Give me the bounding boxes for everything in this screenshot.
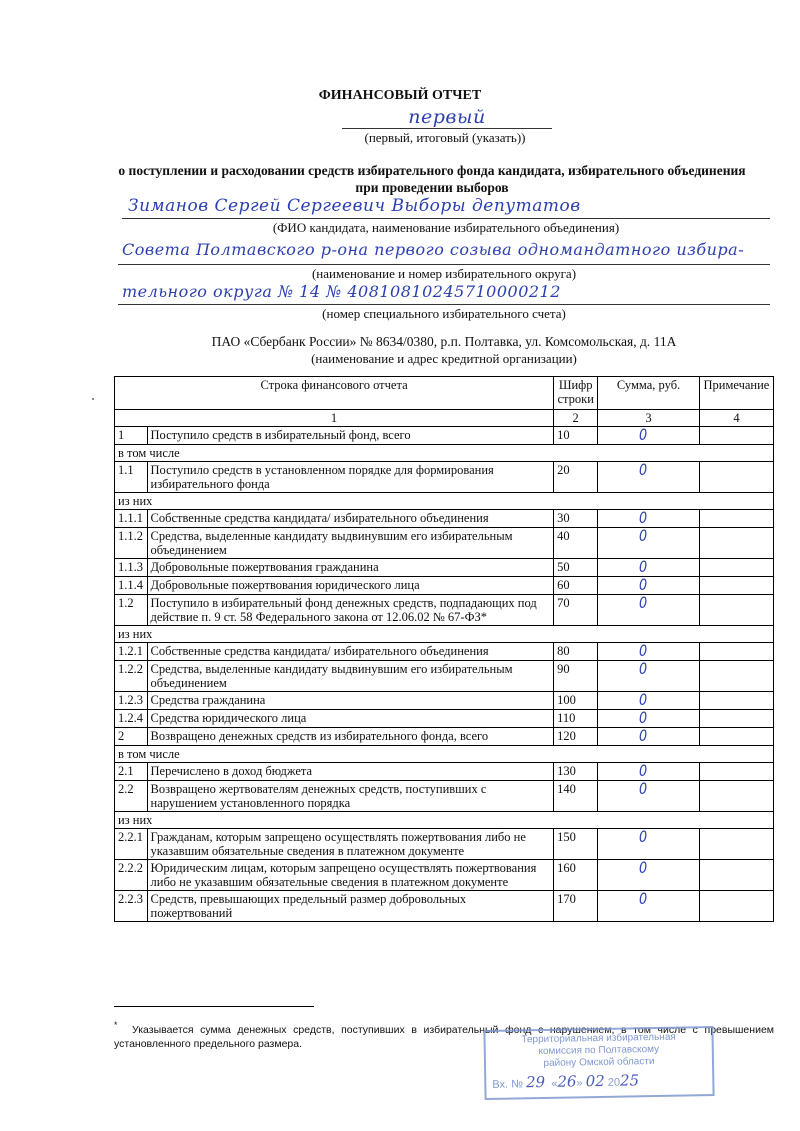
row-text: Возвращено жертвователям денежных средств, поступивших с нарушением установленного порядка [147,781,554,812]
row-note [699,710,773,728]
table-row [115,661,774,692]
row-sum: 0 [639,508,648,527]
row-code: 140 [554,781,598,812]
col-header-code: Шифр строки [554,377,598,410]
account-value: тельного округа № 14 № 40810810245710000212 [122,282,561,301]
footnote-mark: * [114,1020,118,1030]
candidate-field [122,196,770,219]
table-row [115,781,774,812]
col-number: 1 [115,410,554,427]
table-row [115,860,774,891]
row-sum-cell [598,891,700,922]
row-number: 2.2.2 [115,860,148,891]
table-section-row [115,626,774,643]
row-text: Добровольные пожертвования юридического лица [147,577,554,595]
row-code: 50 [554,559,598,577]
row-sum: 0 [639,641,648,660]
stamp-reg-prefix: Вх. № [492,1078,524,1091]
row-note [699,577,773,595]
row-sum-cell [598,763,700,781]
row-number: 1.1.4 [115,577,148,595]
table-row [115,728,774,746]
row-code: 10 [554,427,598,445]
row-sum: 0 [639,425,648,444]
section-label: из них [115,493,774,510]
row-text: Поступило средств в избирательный фонд, всего [147,427,554,445]
row-code: 60 [554,577,598,595]
row-sum-cell [598,528,700,559]
row-note [699,528,773,559]
table-row [115,595,774,626]
row-sum: 0 [639,708,648,727]
row-code: 160 [554,860,598,891]
row-note [699,427,773,445]
row-sum: 0 [639,593,648,612]
row-sum-cell [598,595,700,626]
row-code: 40 [554,528,598,559]
report-subject [112,162,752,196]
row-note [699,891,773,922]
row-number: 1.2.2 [115,661,148,692]
stamp-reg-month: 02 [585,1071,605,1091]
row-number: 1.1 [115,462,148,493]
row-text: Юридическим лицам, которым запрещено осуществлять пожертвования либо не указавшим обязательные сведения в платежном документе [147,860,554,891]
table-row [115,427,774,445]
candidate-value: Зиманов Сергей Сергеевич Выборы депутатов [128,196,581,216]
row-text: Собственные средства кандидата/ избирательного объединения [147,643,554,661]
row-number: 2.2.1 [115,829,148,860]
row-code: 170 [554,891,598,922]
row-code: 80 [554,643,598,661]
row-number: 1.1.2 [115,528,148,559]
district-field [118,240,770,265]
row-sum-cell [598,661,700,692]
row-number: 1.2.3 [115,692,148,710]
bank-value: ПАО «Сбербанк России» № 8634/0380, р.п. Полтавка, ул. Комсомольская, д. 11А [211,334,677,349]
row-note [699,692,773,710]
section-label: в том числе [115,445,774,462]
row-sum: 0 [639,690,648,709]
table-column-numbers-row [115,410,774,427]
row-note [699,763,773,781]
stamp-line: району Омской области [543,1056,655,1069]
stamp-line: Территориальная избирательная [521,1031,676,1046]
row-sum-cell [598,427,700,445]
section-label: из них [115,812,774,829]
row-note [699,829,773,860]
row-note [699,462,773,493]
row-sum: 0 [639,726,648,745]
table-row [115,891,774,922]
table-row [115,462,774,493]
row-code: 110 [554,710,598,728]
row-text: Перечислено в доход бюджета [147,763,554,781]
table-row [115,692,774,710]
report-subject-line1: о поступлении и расходовании средств избирательного фонда кандидата, избирательного объединения [118,163,746,178]
row-sum: 0 [639,827,648,846]
row-text: Средства юридического лица [147,710,554,728]
row-sum-cell [598,781,700,812]
report-kind-value: первый [408,106,486,128]
row-sum-cell [598,860,700,891]
row-code: 130 [554,763,598,781]
row-text: Добровольные пожертвования гражданина [147,559,554,577]
row-text: Возвращено денежных средств из избирательного фонда, всего [147,728,554,746]
table-header-row [115,377,774,410]
report-kind-field [342,106,552,128]
candidate-caption: (ФИО кандидата, наименование избирательного объединения) [272,220,620,235]
row-text: Средства, выделенные кандидату выдвинувшим его избирательным объединением [147,661,554,692]
row-sum: 0 [639,779,648,798]
table-section-row [115,812,774,829]
row-sum: 0 [639,858,648,877]
row-code: 120 [554,728,598,746]
table-row [115,577,774,595]
row-number: 1.2.1 [115,643,148,661]
col-header-note: Примечание [699,377,773,410]
row-code: 30 [554,510,598,528]
row-number: 1 [115,427,148,445]
row-sum-cell [598,829,700,860]
row-code: 100 [554,692,598,710]
account-caption: (номер специального избирательного счета) [322,306,566,321]
stamp-registration: Вх. № 29 «26» 02 2025 [492,1071,640,1092]
row-text: Собственные средства кандидата/ избирательного объединения [147,510,554,528]
row-sum-cell [598,728,700,746]
report-subject-line2: при проведении выборов [355,180,509,195]
row-sum-cell [598,710,700,728]
row-number: 2 [115,728,148,746]
table-row [115,710,774,728]
row-sum-cell [598,462,700,493]
section-label: в том числе [115,746,774,763]
report-kind-caption: (первый, итоговый (указать)) [364,130,526,145]
table-section-row [115,746,774,763]
row-text: Поступило средств в установленном порядке для формирования избирательного фонда [147,462,554,493]
table-row [115,528,774,559]
section-label: из них [115,626,774,643]
row-number: 2.2.3 [115,891,148,922]
row-note [699,643,773,661]
row-sum: 0 [639,659,648,678]
table-section-row [115,445,774,462]
row-note [699,559,773,577]
bank-caption: (наименование и адрес кредитной организации) [311,351,577,366]
row-sum-cell [598,559,700,577]
table-row [115,829,774,860]
table-row [115,763,774,781]
row-number: 1.1.3 [115,559,148,577]
row-sum: 0 [639,460,648,479]
row-text: Средства, выделенные кандидату выдвинувшим его избирательным объединением [147,528,554,559]
row-text: Средства гражданина [147,692,554,710]
table-section-row [115,493,774,510]
footnote-divider [114,1006,314,1007]
row-note [699,510,773,528]
row-number: 1.2 [115,595,148,626]
row-number: 1.1.1 [115,510,148,528]
row-text: Поступило в избирательный фонд денежных средств, подпадающих под действие п. 9 ст. 58 Федерального закона от 12.06.02 № 67-ФЗ* [147,595,554,626]
row-sum: 0 [639,557,648,576]
row-note [699,860,773,891]
row-sum: 0 [639,761,648,780]
row-code: 150 [554,829,598,860]
row-code: 20 [554,462,598,493]
row-sum-cell [598,643,700,661]
table-row [115,643,774,661]
row-sum-cell [598,692,700,710]
row-code: 90 [554,661,598,692]
col-number: 4 [699,410,773,427]
stamp-reg-number: 29 [525,1072,546,1092]
district-caption: (наименование и номер избирательного округа) [311,266,577,281]
stamp-reg-day: 26 [557,1072,577,1091]
row-sum: 0 [639,526,648,545]
district-value: Совета Полтавского р-она первого созыва одномандатного избира- [122,240,745,259]
row-number: 1.2.4 [115,710,148,728]
col-number: 3 [598,410,700,427]
row-note [699,661,773,692]
row-text: Средств, превышающих предельный размер добровольных пожертвований [147,891,554,922]
col-header-sum: Сумма, руб. [598,377,700,410]
account-field [118,282,770,305]
col-number: 2 [554,410,598,427]
table-row [115,559,774,577]
row-note [699,781,773,812]
row-note [699,728,773,746]
row-sum-cell [598,510,700,528]
table-row [115,510,774,528]
row-sum-cell [598,577,700,595]
col-header-line: Строка финансового отчета [115,377,554,410]
row-note [699,595,773,626]
row-sum: 0 [639,575,648,594]
document-title: ФИНАНСОВЫЙ ОТЧЕТ [318,88,482,103]
row-text: Гражданам, которым запрещено осуществлять пожертвования либо не указавшим обязательные сведения в платежном документе [147,829,554,860]
scan-speck [92,398,94,400]
row-number: 2.1 [115,763,148,781]
table-body [115,427,774,922]
footnote-text: Указывается сумма денежных средств, поступивших в избирательный фонд с нарушением, в том числе с превышением установленного предельного размера. [114,1023,774,1050]
stamp-line: комиссия по Полтавскому [538,1043,660,1058]
registration-stamp [483,1026,714,1100]
row-sum: 0 [639,889,648,908]
row-code: 70 [554,595,598,626]
stamp-reg-year: 25 [619,1071,640,1090]
row-number: 2.2 [115,781,148,812]
financial-report-table [114,376,774,922]
